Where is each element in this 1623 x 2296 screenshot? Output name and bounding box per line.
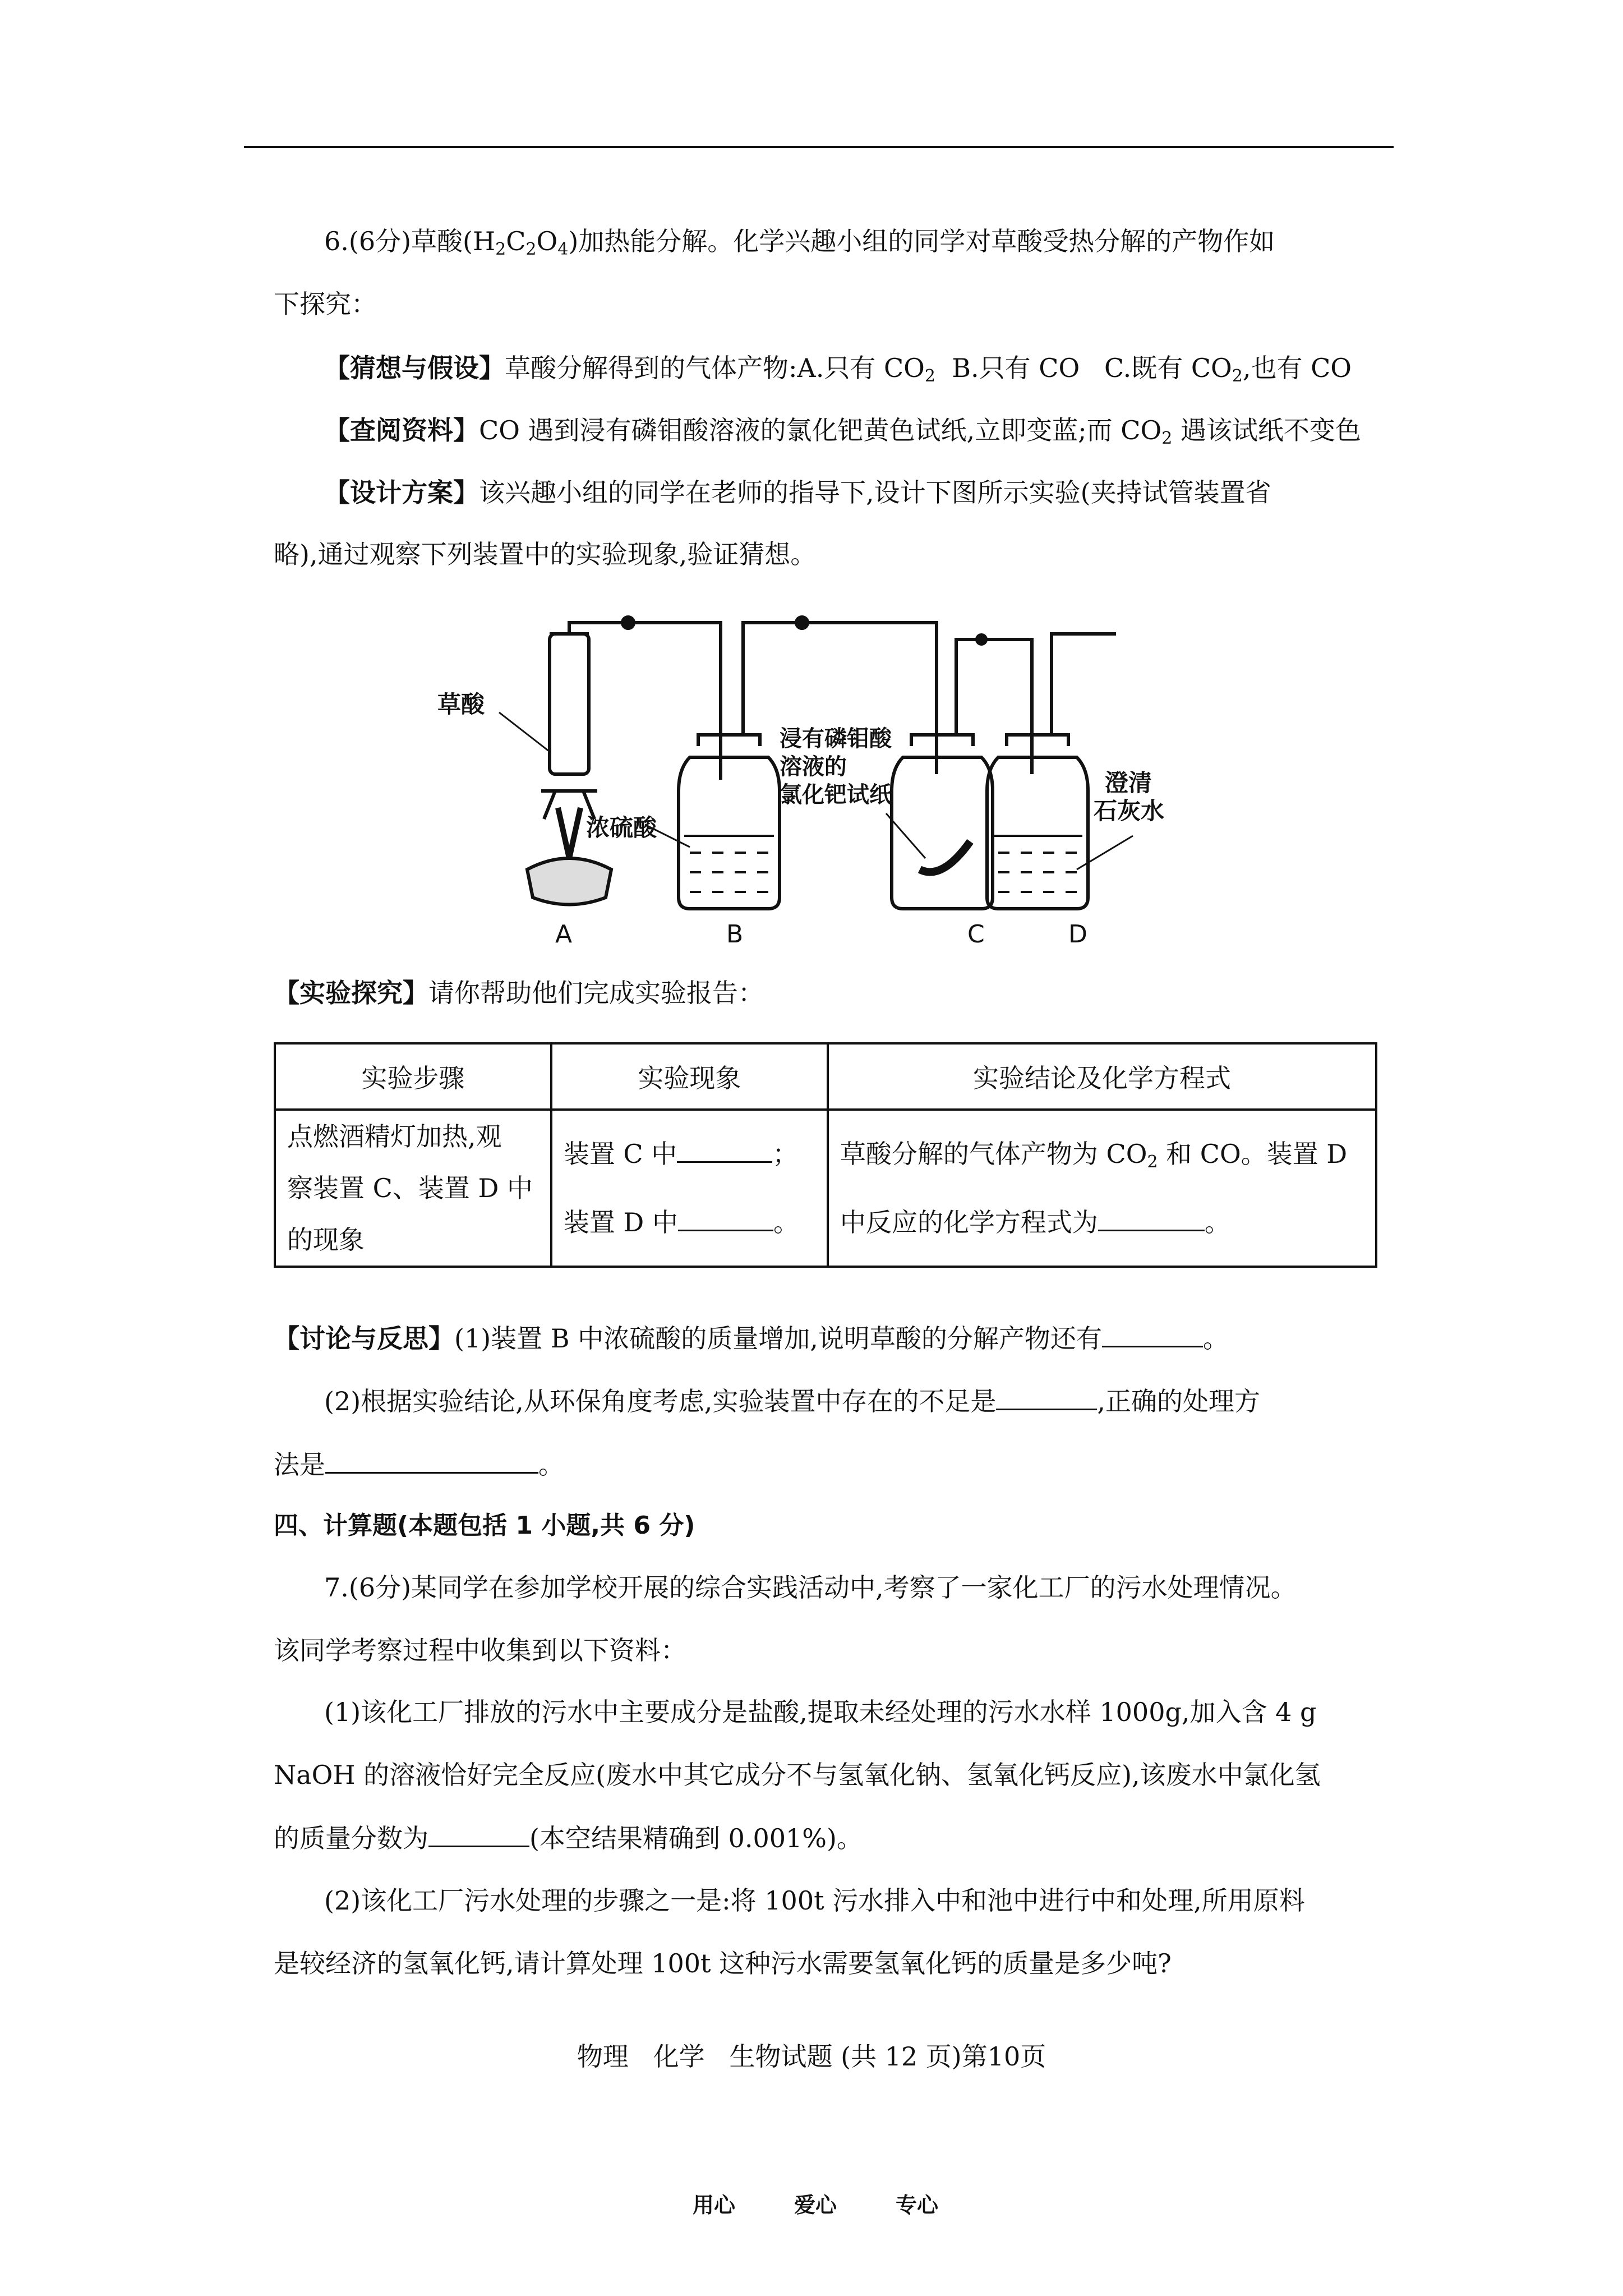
table-cell-step: 点燃酒精灯加热,观 察装置 C、装置 D 中 的现象 bbox=[275, 1110, 551, 1267]
table-header: 实验步骤 bbox=[275, 1043, 551, 1110]
label-c: C bbox=[967, 920, 985, 949]
blank-discuss-2[interactable] bbox=[996, 1384, 1097, 1410]
blank-discuss-1[interactable] bbox=[1102, 1321, 1203, 1347]
q6-intro-line-1: 6.(6分)草酸$(H_2C_2O_4)$加热能分解。化学兴趣小组的同学对草酸受热分解的产物作如 bbox=[324, 226, 1275, 259]
q6-design-line-1: 【设计方案】该兴趣小组的同学在老师的指导下,设计下图所示实验(夹持试管装置省 bbox=[324, 477, 1271, 508]
page-footer-title: 物理 化学 生物试题 (共 12 页)第10页 bbox=[577, 2041, 1046, 2072]
q7-line-5: 的质量分数为 (本空结果精确到 0.001%)。 bbox=[274, 1821, 863, 1855]
q7-line-2: 该同学考察过程中收集到以下资料： bbox=[274, 1635, 686, 1665]
design-label: 【设计方案】 bbox=[324, 477, 479, 508]
table-header-row bbox=[275, 1043, 1376, 1110]
discuss-label: 【讨论与反思】 bbox=[274, 1323, 454, 1354]
slogan-item: 专心 bbox=[896, 2193, 939, 2217]
q7-line-1: 7.(6分)某同学在参加学校开展的综合实践活动中,考察了一家化工厂的污水处理情况。 bbox=[324, 1572, 1297, 1603]
flame-rod bbox=[558, 808, 580, 858]
pipe-c-d bbox=[956, 639, 1032, 774]
q7-line-4: NaOH 的溶液恰好完全反应(废水中其它成分不与氢氧化钠、氢氧化钙反应),该废水中氯化氢 bbox=[274, 1760, 1321, 1790]
blank-equation[interactable] bbox=[1098, 1205, 1205, 1231]
q6-discuss-1: 【讨论与反思】(1)装置 B 中浓硫酸的质量增加,说明草酸的分解产物还有 。 bbox=[274, 1321, 1229, 1355]
q6-intro-line-2: 下探究： bbox=[274, 289, 377, 319]
table-cell-observation: 装置 C 中 ； 装置 D 中 。 bbox=[551, 1110, 828, 1267]
q6-explore: 【实验探究】请你帮助他们完成实验报告： bbox=[274, 978, 764, 1008]
test-paper bbox=[920, 841, 970, 872]
label-h2so4: 浓硫酸 bbox=[586, 814, 657, 841]
apparatus-figure bbox=[437, 606, 1172, 954]
slogan-item: 用心 bbox=[693, 2193, 736, 2217]
header-rule bbox=[244, 146, 1394, 148]
q7-line-3: (1)该化工厂排放的污水中主要成分是盐酸,提取未经处理的污水水样 1000g,加入含 4 g bbox=[324, 1697, 1317, 1727]
alcohol-lamp bbox=[527, 858, 611, 905]
apparatus-d bbox=[987, 634, 1116, 909]
blank-obs-c[interactable] bbox=[677, 1137, 772, 1163]
label-paper-3: 氯化钯试纸 bbox=[780, 782, 892, 808]
report-table bbox=[274, 1042, 1377, 1268]
test-tube bbox=[550, 634, 589, 774]
reference-label: 【查阅资料】 bbox=[324, 415, 479, 445]
blank-obs-d[interactable] bbox=[678, 1205, 773, 1231]
table-header: 实验现象 bbox=[551, 1043, 828, 1110]
apparatus-a bbox=[527, 634, 611, 905]
q7-line-6: (2)该化工厂污水处理的步骤之一是:将 100t 污水排入中和池中进行中和处理,所用原料 bbox=[324, 1885, 1305, 1916]
label-a: A bbox=[555, 920, 573, 949]
bottle-b bbox=[679, 757, 780, 909]
label-paper-1: 浸有磷钼酸 bbox=[780, 726, 892, 752]
table-header: 实验结论及化学方程式 bbox=[828, 1043, 1376, 1110]
bottle-c bbox=[892, 757, 993, 909]
label-paper-2: 溶液的 bbox=[780, 754, 847, 780]
q6-discuss-2: (2)根据实验结论,从环保角度考虑,实验装置中存在的不足是 ,正确的处理方 bbox=[324, 1384, 1260, 1418]
label-lime-1: 澄清 bbox=[1105, 769, 1152, 797]
blank-discuss-3[interactable] bbox=[325, 1447, 538, 1474]
hypothesis-label: 【猜想与假设】 bbox=[324, 353, 505, 383]
table-cell-conclusion: 草酸分解的气体产物为 $CO_2$ 和 CO。装置 D 中反应的化学方程式为 。 bbox=[828, 1110, 1376, 1267]
q6-discuss-3: 法是 。 bbox=[274, 1447, 564, 1481]
bottle-d bbox=[987, 757, 1088, 909]
footer-slogan bbox=[693, 2188, 997, 2219]
table-row bbox=[275, 1110, 1376, 1267]
q7-line-7: 是较经济的氢氧化钙,请计算处理 100t 这种污水需要氢氧化钙的质量是多少吨? bbox=[274, 1948, 1172, 1978]
section-heading: 四、计算题(本题包括 1 小题,共 6 分) bbox=[274, 1511, 695, 1540]
label-d: D bbox=[1068, 920, 1087, 949]
q6-hypothesis: 【猜想与假设】草酸分解得到的气体产物:A.只有 $CO_2$ B.只有 CO C.既有 $CO_2$,也有 CO bbox=[324, 353, 1352, 386]
slogan-item: 爱心 bbox=[794, 2193, 837, 2217]
explore-label: 【实验探究】 bbox=[274, 978, 428, 1008]
label-b: B bbox=[726, 920, 744, 949]
bottle-b-stopper bbox=[698, 735, 760, 746]
blank-mass-fraction[interactable] bbox=[428, 1821, 529, 1847]
pipe-d-out bbox=[1052, 634, 1116, 735]
q6-design-line-2: 略),通过观察下列装置中的实验现象,验证猜想。 bbox=[274, 539, 817, 569]
q6-reference: 【查阅资料】CO 遇到浸有磷钼酸溶液的氯化钯黄色试纸,立即变蓝;而 $CO_2$ 遇该试纸不变色 bbox=[324, 415, 1361, 448]
label-lime-2: 石灰水 bbox=[1094, 797, 1165, 825]
label-oxalic: 草酸 bbox=[437, 691, 485, 718]
